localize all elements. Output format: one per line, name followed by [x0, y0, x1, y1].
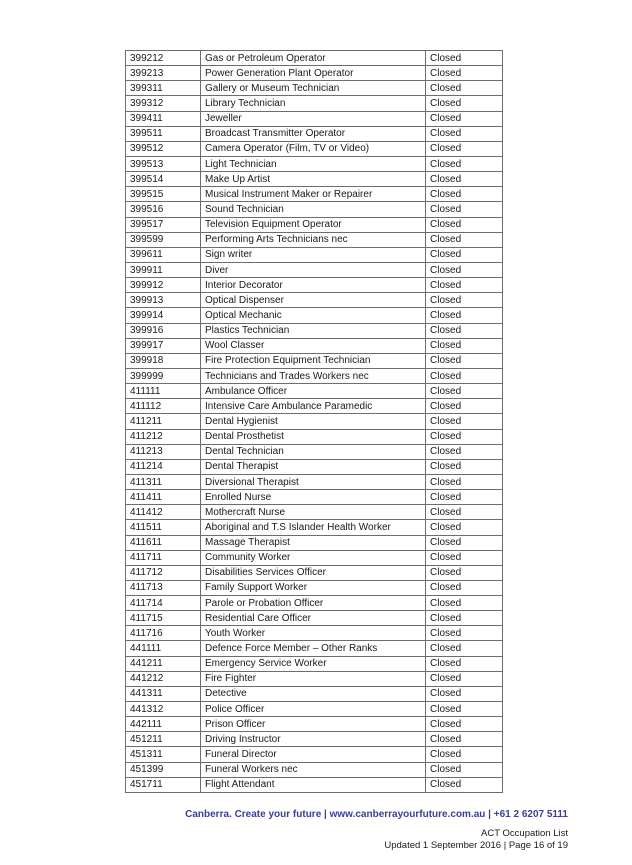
occupation-code-cell: 411711: [126, 550, 201, 565]
occupation-table-body: [126, 51, 503, 793]
table-row: [126, 444, 503, 459]
occupation-table: [125, 50, 503, 793]
occupation-name-cell: Sound Technician: [201, 202, 426, 217]
table-row: [126, 414, 503, 429]
occupation-status-cell: Closed: [426, 474, 503, 489]
occupation-name-cell: Driving Instructor: [201, 732, 426, 747]
occupation-name-cell: Technicians and Trades Workers nec: [201, 368, 426, 383]
occupation-status-cell: Closed: [426, 293, 503, 308]
occupation-name-cell: Light Technician: [201, 156, 426, 171]
occupation-status-cell: Closed: [426, 717, 503, 732]
table-row: [126, 353, 503, 368]
occupation-code-cell: 441211: [126, 656, 201, 671]
occupation-status-cell: Closed: [426, 81, 503, 96]
occupation-name-cell: Musical Instrument Maker or Repairer: [201, 187, 426, 202]
occupation-code-cell: 399515: [126, 187, 201, 202]
occupation-status-cell: Closed: [426, 762, 503, 777]
occupation-code-cell: 411712: [126, 565, 201, 580]
occupation-name-cell: Funeral Workers nec: [201, 762, 426, 777]
table-row: [126, 187, 503, 202]
table-row: [126, 520, 503, 535]
occupation-status-cell: Closed: [426, 66, 503, 81]
occupation-status-cell: Closed: [426, 626, 503, 641]
occupation-status-cell: Closed: [426, 111, 503, 126]
occupation-code-cell: 411715: [126, 611, 201, 626]
occupation-code-cell: 411213: [126, 444, 201, 459]
occupation-code-cell: 411411: [126, 490, 201, 505]
footer-updated-page: Updated 1 September 2016 | Page 16 of 19: [384, 840, 568, 851]
occupation-name-cell: Plastics Technician: [201, 323, 426, 338]
occupation-status-cell: Closed: [426, 611, 503, 626]
occupation-code-cell: 411211: [126, 414, 201, 429]
table-row: [126, 217, 503, 232]
occupation-status-cell: Closed: [426, 247, 503, 262]
occupation-status-cell: Closed: [426, 656, 503, 671]
occupation-name-cell: Prison Officer: [201, 717, 426, 732]
table-row: [126, 51, 503, 66]
occupation-status-cell: Closed: [426, 262, 503, 277]
table-row: [126, 505, 503, 520]
table-row: [126, 671, 503, 686]
occupation-status-cell: Closed: [426, 580, 503, 595]
table-row: [126, 323, 503, 338]
table-row: [126, 777, 503, 792]
table-row: [126, 126, 503, 141]
table-row: [126, 96, 503, 111]
table-row: [126, 384, 503, 399]
occupation-code-cell: 399599: [126, 232, 201, 247]
table-row: [126, 580, 503, 595]
table-row: [126, 111, 503, 126]
occupation-name-cell: Jeweller: [201, 111, 426, 126]
occupation-status-cell: Closed: [426, 338, 503, 353]
occupation-code-cell: 399213: [126, 66, 201, 81]
footer-document-title: ACT Occupation List: [481, 828, 568, 839]
table-row: [126, 611, 503, 626]
occupation-status-cell: Closed: [426, 702, 503, 717]
occupation-name-cell: Youth Worker: [201, 626, 426, 641]
occupation-code-cell: 399917: [126, 338, 201, 353]
occupation-name-cell: Performing Arts Technicians nec: [201, 232, 426, 247]
occupation-code-cell: 411716: [126, 626, 201, 641]
occupation-code-cell: 399912: [126, 278, 201, 293]
occupation-code-cell: 399913: [126, 293, 201, 308]
occupation-code-cell: 411311: [126, 474, 201, 489]
occupation-status-cell: Closed: [426, 641, 503, 656]
occupation-name-cell: Disabilities Services Officer: [201, 565, 426, 580]
occupation-code-cell: 441111: [126, 641, 201, 656]
table-row: [126, 156, 503, 171]
occupation-status-cell: Closed: [426, 444, 503, 459]
occupation-status-cell: Closed: [426, 353, 503, 368]
occupation-code-cell: 441312: [126, 702, 201, 717]
table-row: [126, 732, 503, 747]
occupation-name-cell: Intensive Care Ambulance Paramedic: [201, 399, 426, 414]
table-row: [126, 626, 503, 641]
occupation-status-cell: Closed: [426, 505, 503, 520]
occupation-status-cell: Closed: [426, 141, 503, 156]
occupation-code-cell: 399511: [126, 126, 201, 141]
occupation-code-cell: 399914: [126, 308, 201, 323]
occupation-name-cell: Community Worker: [201, 550, 426, 565]
occupation-name-cell: Gas or Petroleum Operator: [201, 51, 426, 66]
table-row: [126, 550, 503, 565]
occupation-name-cell: Interior Decorator: [201, 278, 426, 293]
occupation-status-cell: Closed: [426, 414, 503, 429]
occupation-code-cell: 451211: [126, 732, 201, 747]
table-row: [126, 399, 503, 414]
occupation-status-cell: Closed: [426, 217, 503, 232]
table-row: [126, 459, 503, 474]
occupation-name-cell: Power Generation Plant Operator: [201, 66, 426, 81]
table-row: [126, 81, 503, 96]
occupation-code-cell: 399999: [126, 368, 201, 383]
table-row: [126, 762, 503, 777]
occupation-code-cell: 399411: [126, 111, 201, 126]
occupation-name-cell: Parole or Probation Officer: [201, 596, 426, 611]
occupation-name-cell: Wool Classer: [201, 338, 426, 353]
occupation-name-cell: Make Up Artist: [201, 172, 426, 187]
occupation-code-cell: 451311: [126, 747, 201, 762]
occupation-status-cell: Closed: [426, 232, 503, 247]
occupation-code-cell: 441311: [126, 686, 201, 701]
table-row: [126, 262, 503, 277]
occupation-status-cell: Closed: [426, 596, 503, 611]
occupation-code-cell: 411112: [126, 399, 201, 414]
occupation-name-cell: Family Support Worker: [201, 580, 426, 595]
occupation-status-cell: Closed: [426, 550, 503, 565]
table-row: [126, 686, 503, 701]
occupation-status-cell: Closed: [426, 490, 503, 505]
occupation-name-cell: Detective: [201, 686, 426, 701]
occupation-status-cell: Closed: [426, 156, 503, 171]
occupation-name-cell: Massage Therapist: [201, 535, 426, 550]
occupation-code-cell: 399512: [126, 141, 201, 156]
occupation-code-cell: 411412: [126, 505, 201, 520]
occupation-code-cell: 411511: [126, 520, 201, 535]
occupation-code-cell: 399611: [126, 247, 201, 262]
occupation-code-cell: 411214: [126, 459, 201, 474]
occupation-code-cell: 399517: [126, 217, 201, 232]
occupation-name-cell: Defence Force Member – Other Ranks: [201, 641, 426, 656]
occupation-name-cell: Funeral Director: [201, 747, 426, 762]
occupation-name-cell: Fire Fighter: [201, 671, 426, 686]
occupation-name-cell: Ambulance Officer: [201, 384, 426, 399]
occupation-name-cell: Emergency Service Worker: [201, 656, 426, 671]
occupation-status-cell: Closed: [426, 308, 503, 323]
table-row: [126, 535, 503, 550]
occupation-name-cell: Enrolled Nurse: [201, 490, 426, 505]
occupation-name-cell: Police Officer: [201, 702, 426, 717]
table-row: [126, 338, 503, 353]
occupation-name-cell: Dental Technician: [201, 444, 426, 459]
occupation-code-cell: 399516: [126, 202, 201, 217]
table-row: [126, 293, 503, 308]
occupation-code-cell: 399916: [126, 323, 201, 338]
occupation-status-cell: Closed: [426, 459, 503, 474]
occupation-status-cell: Closed: [426, 429, 503, 444]
occupation-status-cell: Closed: [426, 777, 503, 792]
occupation-code-cell: 411111: [126, 384, 201, 399]
occupation-name-cell: Dental Therapist: [201, 459, 426, 474]
occupation-name-cell: Optical Mechanic: [201, 308, 426, 323]
occupation-name-cell: Mothercraft Nurse: [201, 505, 426, 520]
table-row: [126, 429, 503, 444]
occupation-code-cell: 411212: [126, 429, 201, 444]
occupation-status-cell: Closed: [426, 747, 503, 762]
occupation-status-cell: Closed: [426, 384, 503, 399]
table-row: [126, 308, 503, 323]
occupation-code-cell: 399312: [126, 96, 201, 111]
occupation-code-cell: 411611: [126, 535, 201, 550]
table-row: [126, 474, 503, 489]
table-row: [126, 656, 503, 671]
table-row: [126, 368, 503, 383]
occupation-status-cell: Closed: [426, 399, 503, 414]
occupation-name-cell: Flight Attendant: [201, 777, 426, 792]
occupation-status-cell: Closed: [426, 202, 503, 217]
occupation-name-cell: Residential Care Officer: [201, 611, 426, 626]
occupation-name-cell: Aboriginal and T.S Islander Health Worker: [201, 520, 426, 535]
occupation-code-cell: 399514: [126, 172, 201, 187]
occupation-name-cell: Dental Prosthetist: [201, 429, 426, 444]
occupation-name-cell: Optical Dispenser: [201, 293, 426, 308]
occupation-status-cell: Closed: [426, 172, 503, 187]
occupation-status-cell: Closed: [426, 278, 503, 293]
occupation-name-cell: Diversional Therapist: [201, 474, 426, 489]
occupation-status-cell: Closed: [426, 686, 503, 701]
table-row: [126, 232, 503, 247]
occupation-name-cell: Broadcast Transmitter Operator: [201, 126, 426, 141]
table-row: [126, 247, 503, 262]
footer-brand-line: Canberra. Create your future | www.canberrayourfuture.com.au | +61 2 6207 5111: [185, 809, 568, 820]
occupation-name-cell: Library Technician: [201, 96, 426, 111]
occupation-status-cell: Closed: [426, 565, 503, 580]
occupation-status-cell: Closed: [426, 732, 503, 747]
table-row: [126, 172, 503, 187]
occupation-code-cell: 451399: [126, 762, 201, 777]
occupation-name-cell: Fire Protection Equipment Technician: [201, 353, 426, 368]
occupation-status-cell: Closed: [426, 96, 503, 111]
occupation-status-cell: Closed: [426, 187, 503, 202]
occupation-name-cell: Dental Hygienist: [201, 414, 426, 429]
occupation-name-cell: Camera Operator (Film, TV or Video): [201, 141, 426, 156]
occupation-code-cell: 451711: [126, 777, 201, 792]
table-row: [126, 202, 503, 217]
occupation-code-cell: 411713: [126, 580, 201, 595]
occupation-status-cell: Closed: [426, 535, 503, 550]
occupation-status-cell: Closed: [426, 671, 503, 686]
occupation-code-cell: 442111: [126, 717, 201, 732]
occupation-code-cell: 399918: [126, 353, 201, 368]
occupation-status-cell: Closed: [426, 520, 503, 535]
occupation-status-cell: Closed: [426, 323, 503, 338]
occupation-code-cell: 399911: [126, 262, 201, 277]
occupation-status-cell: Closed: [426, 126, 503, 141]
occupation-code-cell: 399513: [126, 156, 201, 171]
table-row: [126, 747, 503, 762]
table-row: [126, 490, 503, 505]
occupation-code-cell: 399212: [126, 51, 201, 66]
table-row: [126, 717, 503, 732]
occupation-name-cell: Diver: [201, 262, 426, 277]
table-row: [126, 66, 503, 81]
table-row: [126, 278, 503, 293]
table-row: [126, 565, 503, 580]
occupation-code-cell: 399311: [126, 81, 201, 96]
table-row: [126, 641, 503, 656]
occupation-code-cell: 441212: [126, 671, 201, 686]
occupation-name-cell: Television Equipment Operator: [201, 217, 426, 232]
table-row: [126, 141, 503, 156]
table-row: [126, 702, 503, 717]
occupation-status-cell: Closed: [426, 368, 503, 383]
occupation-code-cell: 411714: [126, 596, 201, 611]
occupation-status-cell: Closed: [426, 51, 503, 66]
table-row: [126, 596, 503, 611]
occupation-name-cell: Sign writer: [201, 247, 426, 262]
occupation-name-cell: Gallery or Museum Technician: [201, 81, 426, 96]
